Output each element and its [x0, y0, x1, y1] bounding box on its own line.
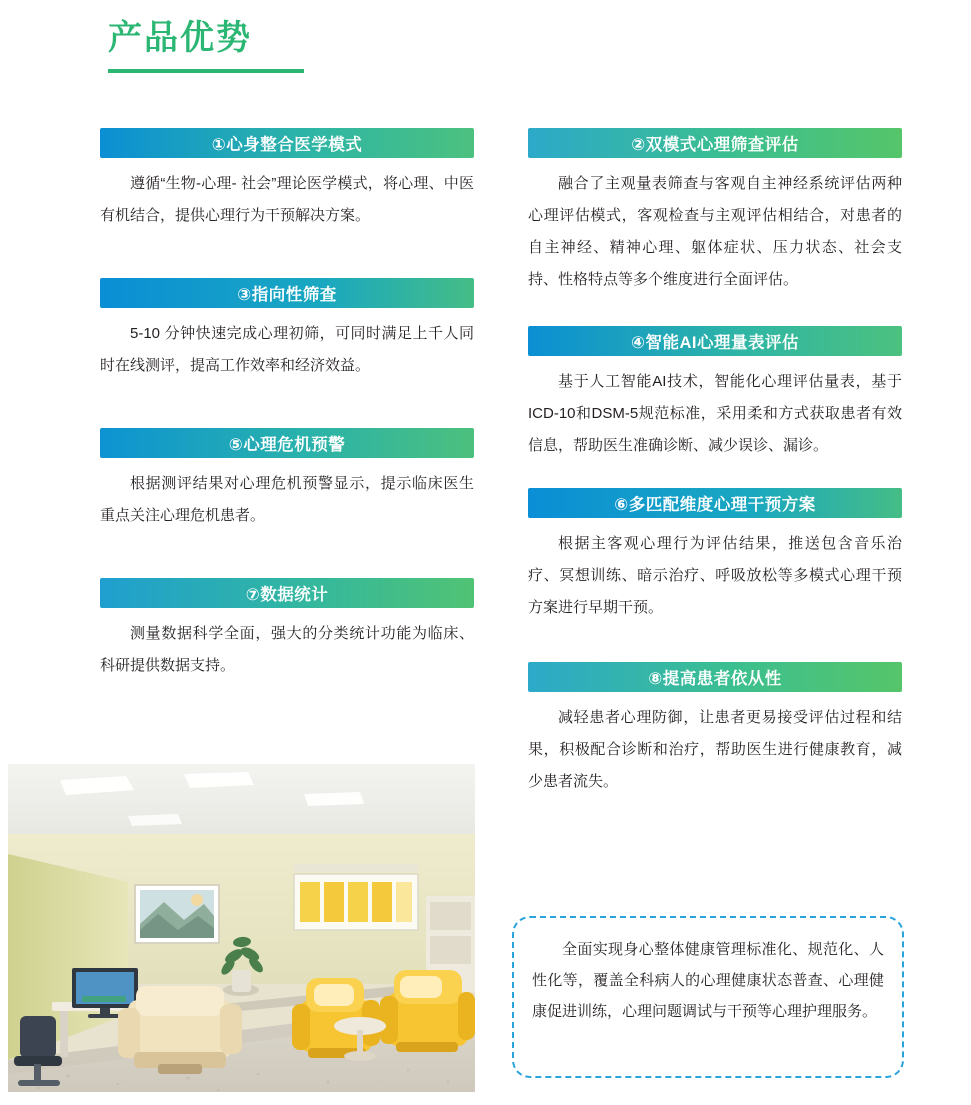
spacer: [528, 624, 902, 662]
spacer: [100, 532, 474, 578]
feature-heading-3: ③指向性筛查: [100, 278, 474, 308]
feature-body-7: 测量数据科学全面，强大的分类统计功能为临床、科研提供数据支持。: [100, 625, 474, 674]
feature-block-7: [100, 578, 474, 682]
feature-body-5: 根据测评结果对心理危机预警显示，提示临床医生重点关注心理危机患者。: [100, 475, 474, 524]
feature-heading-7: ⑦数据统计: [100, 578, 474, 608]
title-underline: [108, 69, 304, 73]
spacer: [100, 382, 474, 428]
page-title-block: [108, 18, 304, 73]
right-column: [528, 128, 902, 798]
feature-block-4: [528, 326, 902, 462]
consulting-room-photo: [8, 764, 475, 1092]
feature-heading-5: ⑤心理危机预警: [100, 428, 474, 458]
feature-heading-2: ②双模式心理筛查评估: [528, 128, 902, 158]
summary-note-text: 全面实现身心整体健康管理标准化、规范化、人性化等，覆盖全科病人的心理健康状态普查、心理健康促进训练，心理问题调试与干预等心理护理服务。: [532, 941, 884, 1020]
summary-note-box: [512, 916, 904, 1078]
left-column: [100, 128, 474, 682]
feature-body-4: 基于人工智能AI技术，智能化心理评估量表，基于ICD-10和DSM-5规范标准，采用柔和方式获取患者有效信息，帮助医生准确诊断、减少误诊、漏诊。: [528, 373, 902, 454]
feature-body-1: 遵循“生物-心理- 社会”理论医学模式，将心理、中医有机结合，提供心理行为干预解决方案。: [100, 175, 474, 224]
feature-block-2: [528, 128, 902, 296]
feature-body-3: 5-10 分钟快速完成心理初筛，可同时满足上千人同时在线测评，提高工作效率和经济效益。: [100, 325, 474, 374]
feature-heading-4: ④智能AI心理量表评估: [528, 326, 902, 356]
feature-body-6: 根据主客观心理行为评估结果，推送包含音乐治疗、冥想训练、暗示治疗、呼吸放松等多模式心理干预方案进行早期干预。: [528, 535, 902, 616]
feature-block-5: [100, 428, 474, 532]
page-title: 产品优势: [108, 19, 252, 57]
feature-block-1: [100, 128, 474, 232]
consulting-room-illustration: [8, 764, 475, 1092]
feature-block-8: [528, 662, 902, 798]
feature-heading-8: ⑧提高患者依从性: [528, 662, 902, 692]
spacer: [528, 462, 902, 488]
feature-body-8: 减轻患者心理防御，让患者更易接受评估过程和结果，积极配合诊断和治疗，帮助医生进行健康教育，减少患者流失。: [528, 709, 902, 790]
feature-heading-6: ⑥多匹配维度心理干预方案: [528, 488, 902, 518]
feature-body-2: 融合了主观量表筛查与客观自主神经系统评估两种心理评估模式，客观检查与主观评估相结合，对患者的自主神经、精神心理、躯体症状、压力状态、社会支持、性格特点等多个维度进行全面评估。: [528, 175, 902, 288]
spacer: [100, 232, 474, 278]
feature-block-6: [528, 488, 902, 624]
feature-block-3: [100, 278, 474, 382]
feature-heading-1: ①心身整合医学模式: [100, 128, 474, 158]
spacer: [528, 296, 902, 326]
